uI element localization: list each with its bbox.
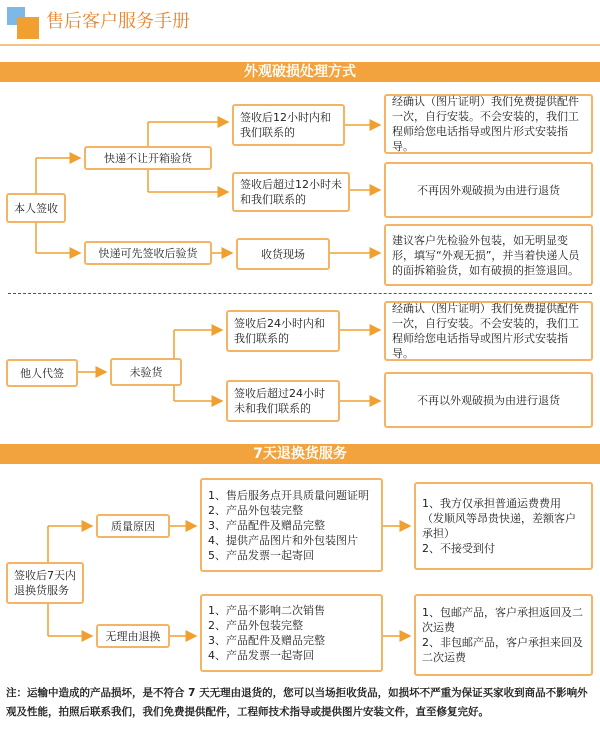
list-item: 1、我方仅承担普通运费费用: [422, 497, 561, 510]
result-free-parts-12h: 经确认（图片证明）我们免费提供配件一次，自行安装。不会安装的，我们工程师给您电话指导或图片形式安装指导。: [384, 94, 593, 154]
node-self-sign: 本人签收: [6, 193, 66, 223]
node-sign-then-inspect: 快递可先签收后验货: [84, 241, 212, 265]
list-item: 2、产品外包装完整: [208, 619, 303, 632]
node-proxy-sign: 他人代签: [6, 359, 78, 387]
list-noreason-requirements: [200, 594, 383, 672]
node-no-open-inspection: 快递不让开箱验货: [84, 146, 212, 170]
result-noreason-shipping: [414, 594, 593, 676]
node-over-24h: 签收后超过24小时未和我们联系的: [226, 380, 340, 422]
footer-note: 注：运输中造成的产品损坏，是不符合 7 天无理由退货的，您可以当场拒收货品，如损坏不严重为保证买家收到商品不影响外观及性能，拍照后联系我们，我们免费提供配件，工程师技术指导或提供图片安装文件，直至修复完好。: [6, 687, 588, 718]
node-within-12h: 签收后12小时内和我们联系的: [232, 104, 345, 146]
node-within-24h: 签收后24小时内和我们联系的: [226, 310, 340, 352]
list-item: 1、产品不影响二次销售: [208, 604, 325, 617]
result-free-parts-24h: 经确认（图片证明）我们免费提供配件一次，自行安装。不会安装的，我们工程师给您电话指导或图片形式安装指导。: [384, 301, 593, 361]
section-divider: [8, 293, 592, 294]
list-quality-requirements: [200, 478, 383, 572]
list-item: 3、产品配件及赠品完整: [208, 518, 325, 532]
list-item: 5、产品发票一起寄回: [208, 548, 314, 562]
node-7day-service: 签收后7天内退换货服务: [6, 562, 84, 604]
list-item: 2、不接受到付: [422, 542, 495, 555]
list-item: 2、非包邮产品，客户承担来回及二次运费: [422, 636, 583, 664]
section-banner-damage: 外观破损处理方式: [0, 62, 600, 82]
node-no-reason: 无理由退换: [96, 624, 170, 648]
result-quality-shipping: [414, 482, 593, 570]
list-item: 4、产品发票一起寄回: [208, 649, 314, 662]
node-over-12h: 签收后超过12小时未和我们联系的: [232, 172, 350, 212]
result-no-return-24h: 不再以外观破损为由进行退货: [384, 372, 593, 428]
node-quality-reason: 质量原因: [96, 514, 170, 538]
node-receipt-scene: 收货现场: [236, 238, 330, 270]
list-item: 1、包邮产品，客户承担返回及二次运费: [422, 606, 583, 634]
section-banner-7day: 7天退换货服务: [0, 444, 600, 464]
page-title: 售后客户服务手册: [46, 11, 190, 32]
result-no-return-12h: 不再因外观破损为由进行退货: [384, 162, 593, 218]
list-item: （发顺风等昂贵快递，差额客户承担）: [422, 512, 576, 540]
result-inspect-advice: 建议客户先检验外包装，如无明显变形，填写“外观无损”，并当着快递人员的面拆箱验货，如有破损的拒签退回。: [384, 224, 593, 286]
list-item: 1、售后服务点开具质量问题证明: [208, 488, 369, 502]
list-item: 3、产品配件及赠品完整: [208, 634, 325, 647]
list-item: 2、产品外包装完整: [208, 503, 303, 517]
node-uninspected: 未验货: [110, 358, 182, 386]
list-item: 4、提供产品图片和外包装图片: [208, 533, 358, 547]
